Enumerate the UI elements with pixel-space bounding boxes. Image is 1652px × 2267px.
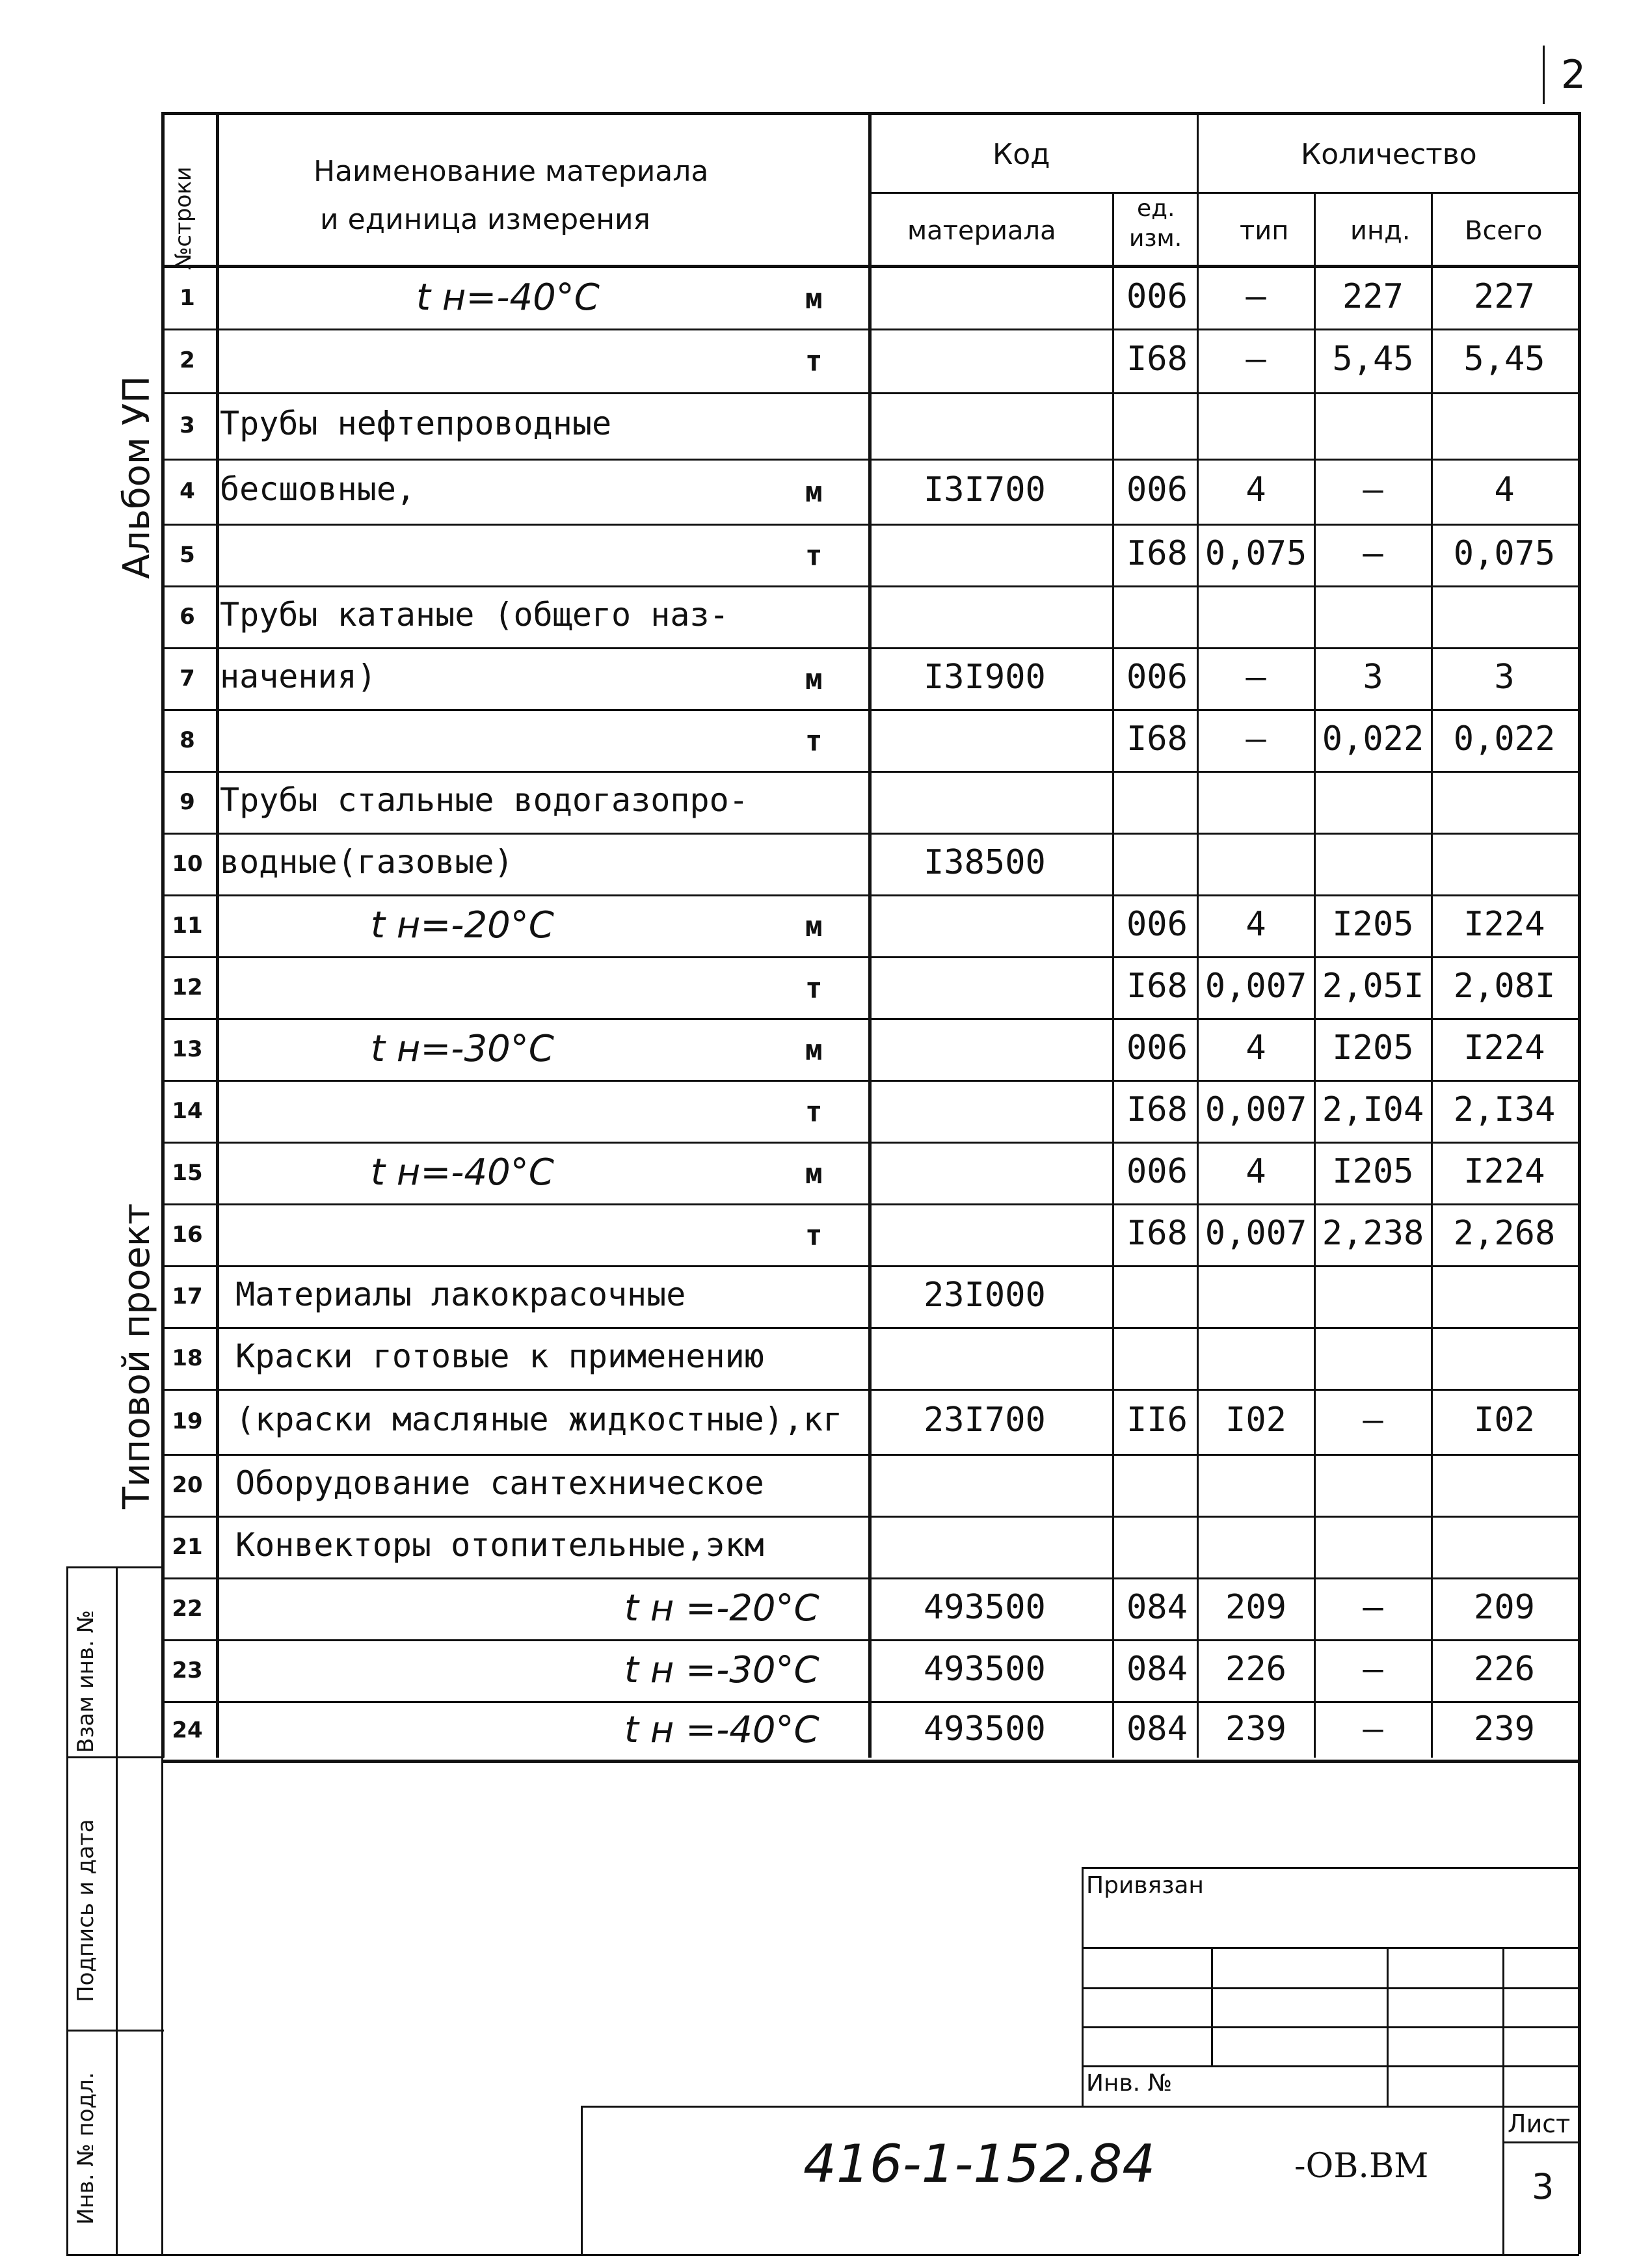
unit: м	[805, 1033, 823, 1067]
material-name: Конвекторы отопительные,экм	[235, 1525, 764, 1564]
unit: т	[805, 1095, 823, 1129]
material-name: Трубы катаные (общего наз-	[220, 595, 729, 634]
unit-code: I68	[1126, 1090, 1188, 1129]
qty-ind: 5,45	[1332, 340, 1414, 379]
qty-total: 0,075	[1453, 533, 1556, 573]
qty-type: 0,007	[1205, 1213, 1307, 1253]
stamp-label-signature: Подпись и дата	[73, 1819, 99, 2002]
qty-total: I224	[1463, 904, 1545, 944]
qty-total: 239	[1474, 1710, 1535, 1749]
qty-total: 2,08I	[1453, 966, 1556, 1006]
material-name: t н =-30°С	[624, 1648, 819, 1691]
row-number: 5	[180, 541, 195, 568]
row-number: 8	[180, 727, 195, 753]
header-qty-total: Всего	[1465, 216, 1543, 246]
header-name: Наименование материала	[313, 155, 709, 188]
header-code-unit-1: ед.	[1137, 195, 1175, 222]
row-number: 21	[172, 1533, 203, 1560]
qty-total: 2,268	[1453, 1213, 1556, 1253]
qty-total: 226	[1474, 1649, 1535, 1689]
qty-type: 209	[1225, 1587, 1286, 1627]
qty-type: 4	[1246, 470, 1266, 509]
qty-type: 0,075	[1205, 533, 1307, 573]
unit-code: I68	[1126, 340, 1188, 379]
material-name: t н =-20°С	[624, 1587, 819, 1630]
qty-type: 0,007	[1205, 1090, 1307, 1129]
header-code-material: материала	[907, 216, 1056, 246]
qty-type: –	[1246, 657, 1266, 697]
stamp-label-replace: Взам инв. №	[73, 1609, 99, 1753]
qty-ind: –	[1363, 533, 1383, 573]
material-name: (краски масляные жидкостные),кг	[235, 1401, 843, 1438]
material-code: I3I700	[924, 470, 1046, 509]
row-number: 24	[172, 1717, 203, 1743]
row-number: 19	[172, 1408, 203, 1434]
header-code-unit-2: изм.	[1129, 225, 1182, 252]
row-number: 16	[172, 1221, 203, 1248]
unit: м	[805, 909, 823, 943]
material-code: I38500	[924, 842, 1046, 882]
unit-code: 006	[1126, 904, 1188, 944]
page-corner-number: 2	[1561, 52, 1586, 98]
unit: т	[805, 971, 823, 1005]
qty-ind: 2,238	[1322, 1213, 1424, 1253]
header-qty-type: тип	[1240, 216, 1289, 246]
unit: т	[805, 539, 823, 572]
qty-type: –	[1246, 719, 1266, 758]
row-number: 4	[180, 478, 195, 504]
unit-code: I68	[1126, 966, 1188, 1006]
material-code: 23I000	[924, 1275, 1046, 1315]
qty-total: 0,022	[1453, 719, 1556, 758]
document-suffix: -ОВ.ВМ	[1294, 2147, 1429, 2186]
qty-ind: –	[1363, 1401, 1383, 1440]
qty-ind: 2,05I	[1322, 966, 1424, 1006]
qty-type: –	[1246, 276, 1266, 316]
row-number: 17	[172, 1283, 203, 1309]
material-code: 493500	[924, 1710, 1046, 1749]
unit-code: 006	[1126, 276, 1188, 316]
material-code: I3I900	[924, 657, 1046, 697]
unit-code: 084	[1126, 1587, 1188, 1627]
material-name: t н=-40°С	[371, 1151, 554, 1194]
side-label-project: Типовой проект	[116, 1203, 158, 1509]
qty-total: I224	[1463, 1151, 1545, 1191]
unit-code: 006	[1126, 470, 1188, 509]
unit: м	[805, 476, 823, 509]
qty-ind: –	[1363, 1710, 1383, 1749]
qty-type: 4	[1246, 1151, 1266, 1191]
material-name: Материалы лакокрасочные	[235, 1275, 686, 1313]
material-name: t н=-40°С	[416, 276, 600, 319]
qty-ind: –	[1363, 1649, 1383, 1689]
material-name: t н=-20°С	[371, 904, 554, 946]
header-row-number: №строки	[170, 167, 196, 270]
material-name: t н =-40°С	[624, 1709, 819, 1751]
row-number: 20	[172, 1471, 203, 1498]
qty-type: 0,007	[1205, 966, 1307, 1006]
privyazan-label: Привязан	[1086, 1872, 1204, 1899]
unit: т	[805, 345, 823, 378]
qty-type: 4	[1246, 904, 1266, 944]
row-number: 14	[172, 1097, 203, 1124]
material-name: бесшовные,	[220, 470, 416, 508]
material-code: 493500	[924, 1587, 1046, 1627]
qty-total: I02	[1474, 1401, 1535, 1440]
header-name-unit: и единица измерения	[320, 203, 651, 236]
unit-code: I68	[1126, 1213, 1188, 1253]
material-name: водные(газовые)	[220, 842, 514, 881]
unit-code: II6	[1126, 1401, 1188, 1440]
material-name: t н=-30°С	[371, 1027, 554, 1070]
side-label-album: Альбом УП	[116, 375, 158, 579]
row-number: 10	[172, 850, 203, 877]
row-number: 3	[180, 412, 195, 438]
qty-type: 226	[1225, 1649, 1286, 1689]
row-number: 11	[172, 912, 203, 939]
qty-total: 209	[1474, 1587, 1535, 1627]
material-code: 493500	[924, 1649, 1046, 1689]
qty-total: 5,45	[1463, 340, 1545, 379]
stamp-label-inventory: Инв. № подл.	[73, 2072, 99, 2225]
unit-code: 006	[1126, 1151, 1188, 1191]
material-name: Трубы нефтепроводные	[220, 405, 612, 442]
material-name: Краски готовые к применению	[235, 1337, 764, 1375]
row-number: 12	[172, 974, 203, 1000]
row-number: 1	[180, 284, 195, 311]
row-number: 18	[172, 1345, 203, 1371]
unit: м	[805, 282, 823, 315]
unit: м	[805, 662, 823, 696]
row-number: 2	[180, 347, 195, 373]
qty-type: I02	[1225, 1401, 1286, 1440]
material-name: Оборудование сантехническое	[235, 1464, 764, 1502]
sheet-label: Лист	[1508, 2110, 1571, 2138]
unit-code: 006	[1126, 1028, 1188, 1067]
qty-ind: –	[1363, 1587, 1383, 1627]
material-name: Трубы стальные водогазопро-	[220, 781, 749, 819]
qty-type: 4	[1246, 1028, 1266, 1067]
unit-code: 006	[1126, 657, 1188, 697]
qty-total: 2,I34	[1453, 1090, 1556, 1129]
document-code: 416-1-152.84	[803, 2134, 1156, 2194]
unit-code: 084	[1126, 1649, 1188, 1689]
qty-total: I224	[1463, 1028, 1545, 1067]
material-name: начения)	[220, 657, 377, 695]
qty-ind: 2,I04	[1322, 1090, 1424, 1129]
qty-total: 4	[1494, 470, 1515, 509]
unit: т	[805, 724, 823, 758]
qty-ind: 3	[1363, 657, 1383, 697]
qty-type: 239	[1225, 1710, 1286, 1749]
header-code: Код	[993, 138, 1050, 171]
inv-no-label: Инв. №	[1086, 2070, 1173, 2097]
qty-ind: 227	[1342, 276, 1404, 316]
unit-code: I68	[1126, 719, 1188, 758]
material-code: 23I700	[924, 1401, 1046, 1440]
unit-code: 084	[1126, 1710, 1188, 1749]
row-number: 9	[180, 788, 195, 815]
row-number: 7	[180, 665, 195, 691]
row-number: 13	[172, 1036, 203, 1062]
qty-total: 3	[1494, 657, 1515, 697]
qty-ind: I205	[1332, 1028, 1414, 1067]
unit: м	[805, 1157, 823, 1190]
header-quantity: Количество	[1301, 138, 1477, 171]
qty-total: 227	[1474, 276, 1535, 316]
header-qty-ind: инд.	[1350, 216, 1411, 246]
qty-ind: –	[1363, 470, 1383, 509]
qty-type: –	[1246, 340, 1266, 379]
qty-ind: 0,022	[1322, 719, 1424, 758]
row-number: 23	[172, 1657, 203, 1683]
row-number: 15	[172, 1159, 203, 1186]
qty-ind: I205	[1332, 904, 1414, 944]
unit-code: I68	[1126, 533, 1188, 573]
qty-ind: I205	[1332, 1151, 1414, 1191]
row-number: 6	[180, 603, 195, 630]
sheet-number: 3	[1532, 2166, 1554, 2207]
row-number: 22	[172, 1595, 203, 1622]
unit: т	[805, 1218, 823, 1252]
